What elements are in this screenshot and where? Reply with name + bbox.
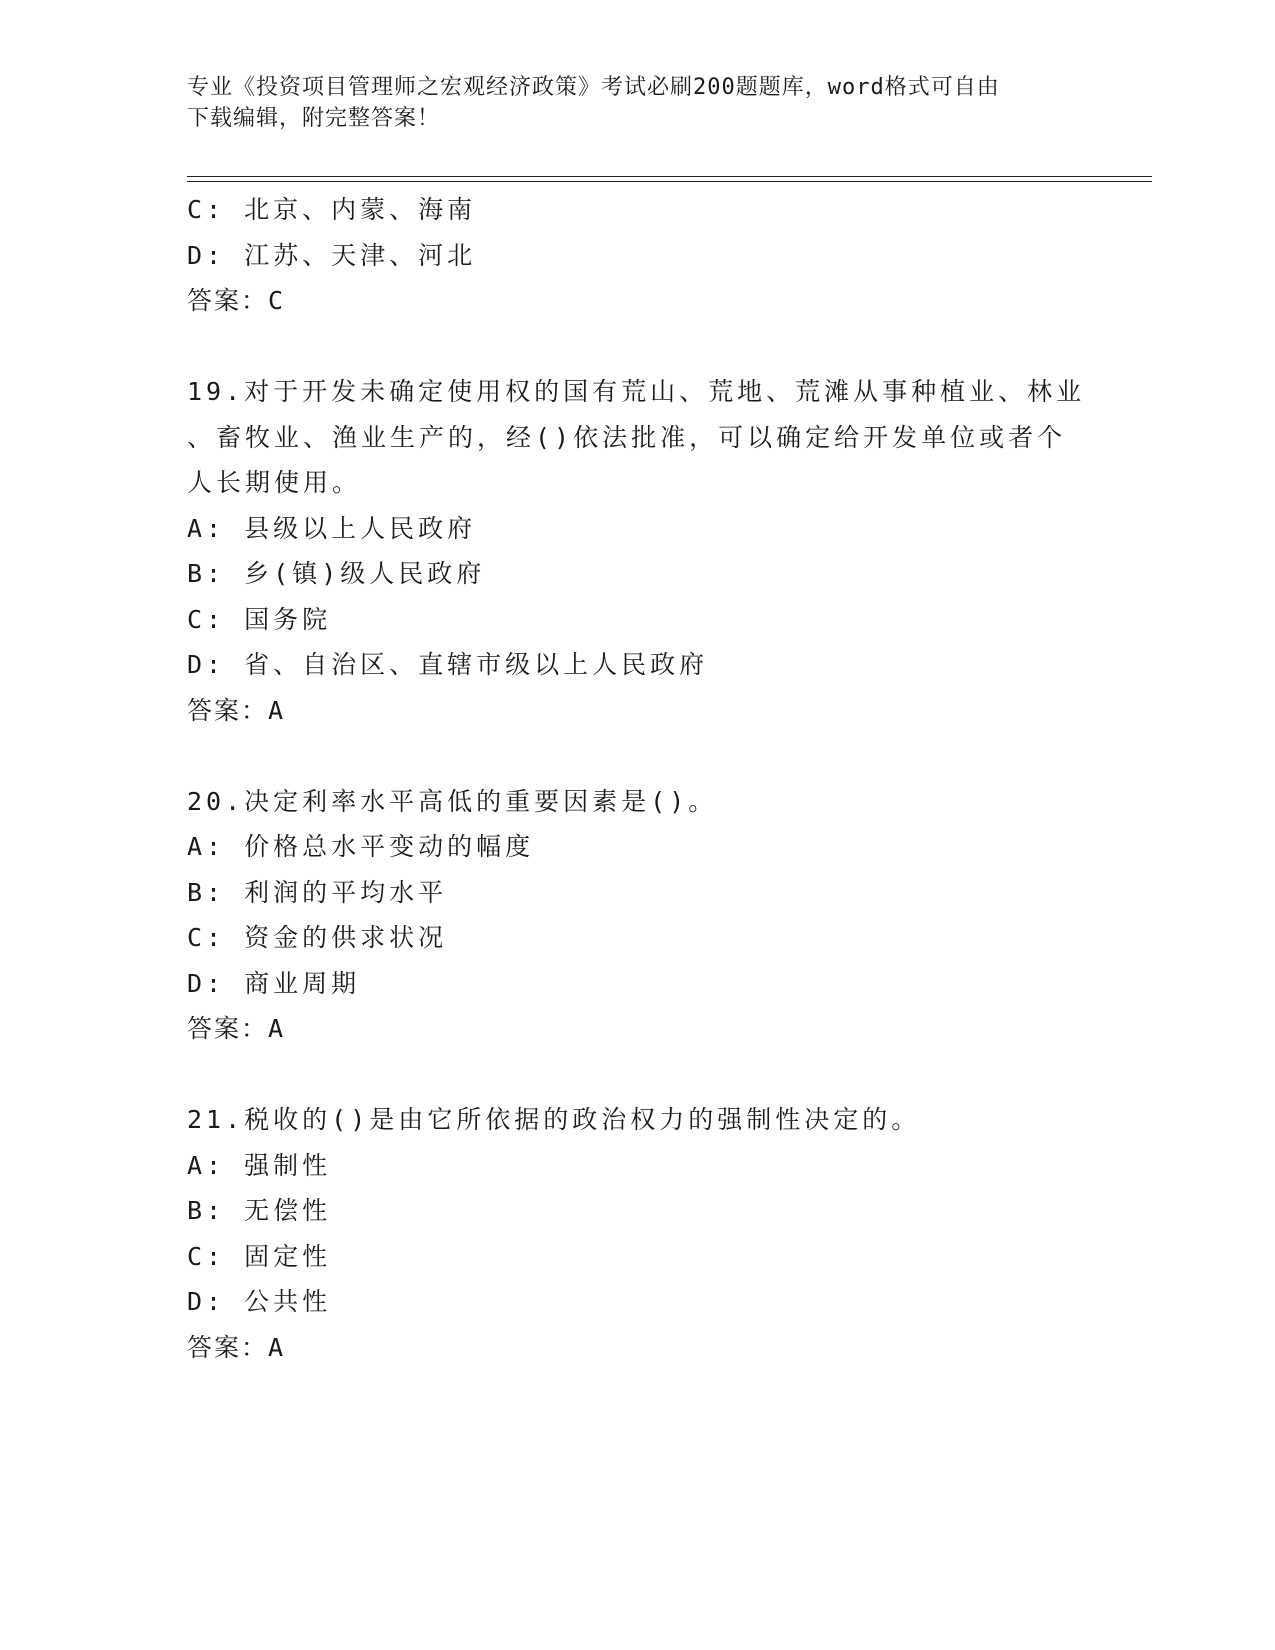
header-rule-top — [187, 176, 1152, 177]
header-line-2: 下载编辑，附完整答案！ — [187, 106, 441, 131]
option-d: D: 商业周期 — [187, 968, 361, 998]
option-b: B: 乡(镇)级人民政府 — [187, 559, 486, 588]
answer-line: 答案：A — [187, 695, 286, 725]
question-text-line: 21.税收的()是由它所依据的政治权力的强制性决定的。 — [187, 1105, 921, 1134]
question-gap — [187, 733, 1087, 779]
option-a: A: 价格总水平变动的幅度 — [187, 832, 535, 861]
question-text-line: 人长期使用。 — [187, 468, 362, 497]
option-d: D: 公共性 — [187, 1287, 332, 1316]
document-header — [187, 72, 1067, 134]
question-text-line: 19.对于开发未确定使用权的国有荒山、荒地、荒滩从事种植业、林业 — [187, 377, 1086, 406]
question-gap — [187, 1052, 1087, 1098]
option-b: B: 利润的平均水平 — [187, 877, 448, 907]
question-block-18 — [187, 187, 1087, 324]
option-d: D: 江苏、天津、河北 — [187, 240, 477, 270]
option-a: A: 强制性 — [187, 1150, 332, 1180]
question-gap — [187, 324, 1087, 370]
option-b: B: 无偿性 — [187, 1196, 332, 1225]
option-d: D: 省、自治区、直辖市级以上人民政府 — [187, 650, 709, 679]
option-c: C: 资金的供求状况 — [187, 923, 448, 952]
question-content — [187, 187, 1087, 1370]
question-text-line: 、畜牧业、渔业生产的，经()依法批准，可以确定给开发单位或者个 — [187, 422, 1067, 452]
answer-line: 答案：A — [187, 1332, 286, 1362]
question-block-20 — [187, 779, 1087, 1052]
header-line-1: 专业《投资项目管理师之宏观经济政策》考试必刷200题题库，word格式可自由 — [187, 75, 1000, 100]
question-block-21 — [187, 1097, 1087, 1370]
option-a: A: 县级以上人民政府 — [187, 513, 477, 543]
option-c: C: 国务院 — [187, 604, 332, 634]
question-block-19 — [187, 369, 1087, 733]
header-rule-bottom — [187, 181, 1152, 182]
question-text-line: 20.决定利率水平高低的重要因素是()。 — [187, 786, 718, 816]
answer-line: 答案：C — [187, 286, 286, 315]
answer-line: 答案：A — [187, 1014, 286, 1043]
option-c: C: 固定性 — [187, 1241, 332, 1271]
option-c: C: 北京、内蒙、海南 — [187, 195, 477, 224]
